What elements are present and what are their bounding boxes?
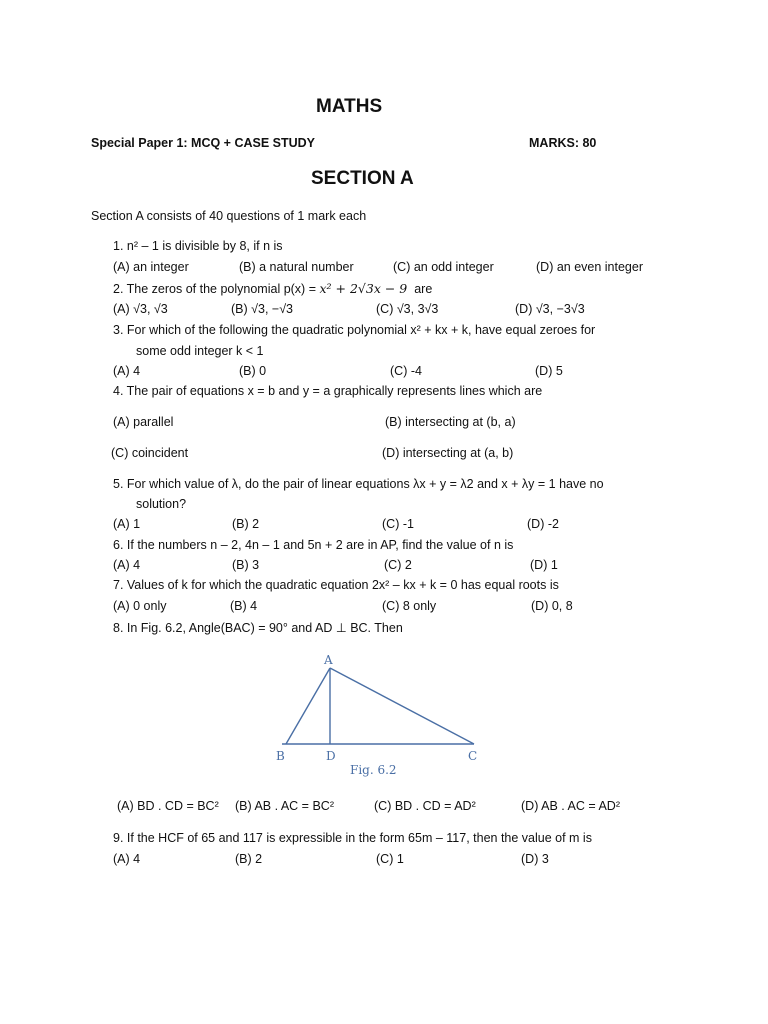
question-2 — [113, 281, 432, 296]
q3-option-c: (C) -4 — [390, 364, 422, 378]
q3-option-d: (D) 5 — [535, 364, 563, 378]
question-3: 3. For which of the following the quadratic polynomial x² + kx + k, have equal zeroes for — [113, 323, 596, 337]
q5-option-a: (A) 1 — [113, 517, 141, 531]
question-7: 7. Values of k for which the quadratic equation 2x² – kx + k = 0 has equal roots is — [113, 578, 559, 592]
q8-option-b: (B) AB . AC = BC² — [235, 799, 334, 813]
marks-label: MARKS: 80 — [529, 136, 597, 150]
side-ab — [286, 668, 330, 744]
question-1: 1. n² – 1 is divisible by 8, if n is — [113, 239, 283, 253]
q8-option-c: (C) BD . CD = AD² — [374, 799, 476, 813]
label-d: D — [326, 749, 336, 763]
q2-option-b: (B) √3, −√3 — [231, 302, 294, 316]
q4-option-a: (A) parallel — [113, 415, 174, 429]
q6-option-d: (D) 1 — [530, 558, 558, 572]
figure-caption: Fig. 6.2 — [350, 763, 397, 777]
q7-option-c: (C) 8 only — [382, 599, 437, 613]
triangle-figure — [268, 648, 490, 780]
q8-option-a: (A) BD . CD = BC² — [117, 799, 219, 813]
question-6: 6. If the numbers n – 2, 4n – 1 and 5n + 2 are in AP, find the value of n is — [113, 538, 514, 552]
q5-option-b: (B) 2 — [232, 517, 260, 531]
question-2-text: 2. The zeros of the polynomial p(x) = — [113, 282, 320, 296]
q4-option-b: (B) intersecting at (b, a) — [385, 415, 516, 429]
question-3-line2: some odd integer k < 1 — [136, 344, 264, 358]
section-intro: Section A consists of 40 questions of 1 mark each — [91, 209, 367, 223]
polynomial-expression: x² + 2√3x − 9 — [319, 281, 408, 296]
q1-option-a: (A) an integer — [113, 260, 189, 274]
label-a: A — [324, 653, 333, 667]
q7-option-b: (B) 4 — [230, 599, 258, 613]
q1-option-c: (C) an odd integer — [393, 260, 494, 274]
section-title: SECTION A — [311, 168, 414, 189]
question-9: 9. If the HCF of 65 and 117 is expressible in the form 65m – 117, then the value of m is — [113, 831, 592, 845]
q1-option-b: (B) a natural number — [239, 260, 354, 274]
label-b: B — [276, 749, 285, 763]
q3-option-a: (A) 4 — [113, 364, 141, 378]
q6-option-b: (B) 3 — [232, 558, 260, 572]
question-2-are: are — [414, 282, 433, 296]
paper-name: Special Paper 1: MCQ + CASE STUDY — [91, 136, 316, 150]
q7-option-a: (A) 0 only — [113, 599, 167, 613]
q2-option-c: (C) √3, 3√3 — [376, 302, 439, 316]
q9-option-c: (C) 1 — [376, 852, 404, 866]
q3-option-b: (B) 0 — [239, 364, 267, 378]
q6-option-a: (A) 4 — [113, 558, 141, 572]
q5-option-d: (D) -2 — [527, 517, 559, 531]
question-4: 4. The pair of equations x = b and y = a graphically represents lines which are — [113, 384, 543, 398]
q9-option-d: (D) 3 — [521, 852, 549, 866]
question-5: 5. For which value of λ, do the pair of linear equations λx + y = λ2 and x + λy = 1 have no — [113, 477, 604, 491]
q9-option-a: (A) 4 — [113, 852, 141, 866]
q5-option-c: (C) -1 — [382, 517, 414, 531]
label-c: C — [468, 749, 478, 763]
question-5-line2: solution? — [136, 497, 187, 511]
q4-option-c: (C) coincident — [111, 446, 189, 460]
q2-option-d: (D) √3, −3√3 — [515, 302, 585, 316]
q7-option-d: (D) 0, 8 — [531, 599, 573, 613]
page-title: MATHS — [316, 96, 383, 117]
q8-option-d: (D) AB . AC = AD² — [521, 799, 620, 813]
question-8: 8. In Fig. 6.2, Angle(BAC) = 90° and AD ⊥ BC. Then — [113, 621, 403, 635]
side-ac — [330, 668, 474, 744]
q6-option-c: (C) 2 — [384, 558, 412, 572]
q4-option-d: (D) intersecting at (a, b) — [382, 446, 514, 460]
q9-option-b: (B) 2 — [235, 852, 263, 866]
q2-option-a: (A) √3, √3 — [113, 302, 168, 316]
q1-option-d: (D) an even integer — [536, 260, 644, 274]
